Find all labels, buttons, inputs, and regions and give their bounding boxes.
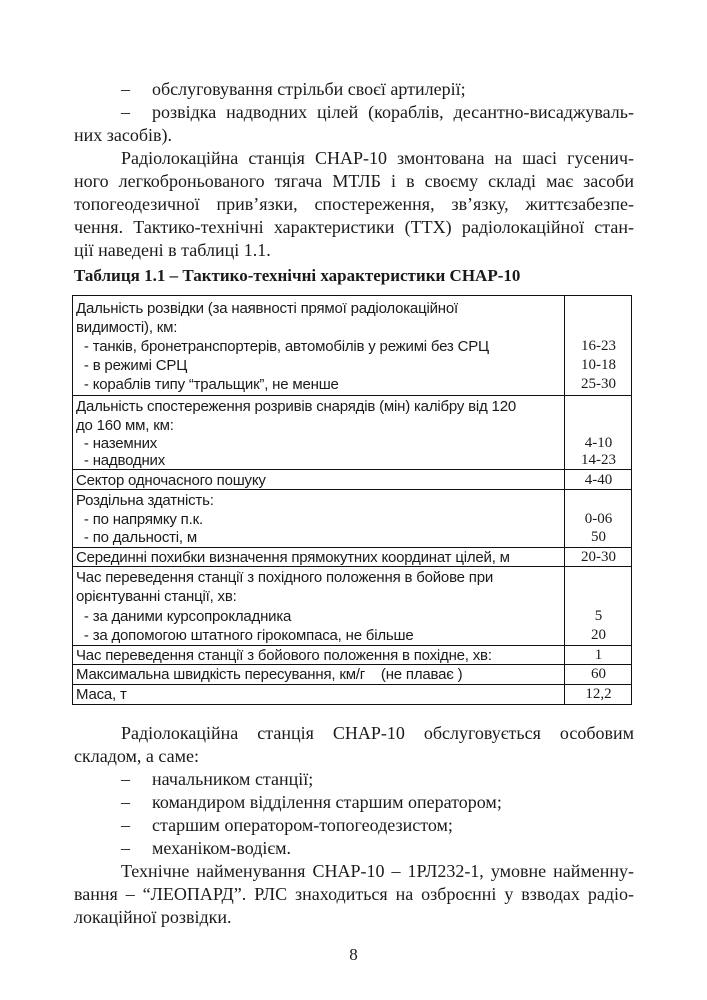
ttx-table [72, 295, 632, 705]
table-cell-label: - танків, бронетранспортерів, автомобілів у режимі без СРЦ [76, 338, 489, 355]
table-cell-label: Маса, т [76, 686, 127, 703]
bullet-item: начальником станції; [152, 769, 314, 789]
table-cell-label: Максимальна швидкість пересування, км/г (не плаває ) [76, 666, 463, 683]
table-cell-label: Дальність розвідки (за наявності прямої радіолокаційної [76, 300, 458, 317]
paragraph-line: складом, а саме: [74, 746, 199, 766]
table-cell-value: 16-23 [581, 338, 616, 354]
table-cell-label: Серединні похибки визначення прямокутних координат цілей, м [76, 549, 510, 566]
paragraph-line: Радіолокаційна станція СНАР-10 обслуговується особовим [121, 723, 634, 743]
bullet-item: розвідка надводних цілей (кораблів, десантно-висаджуваль- [152, 102, 634, 122]
table-cell-label: - в режимі СРЦ [76, 357, 188, 374]
paragraph-line: ного легкоброньованого тягача МТЛБ і в своєму складі має засоби [74, 171, 634, 191]
table-cell-value: 12,2 [585, 686, 612, 702]
table-cell-label: орієнтуванні станції, хв: [76, 588, 237, 605]
dash-marker: – [121, 792, 130, 812]
table-cell-value: 4-10 [584, 435, 613, 451]
bullet-item: командиром відділення старшим оператором; [152, 792, 502, 812]
dash-marker: – [121, 815, 130, 835]
dash-marker: – [121, 838, 130, 858]
table-cell-label: Дальність спостереження розривів снарядів (мін) калібру від 120 [76, 398, 516, 415]
bullet-item: старшим оператором-топогеодезистом; [152, 815, 453, 835]
table-cell-label: - по дальності, м [76, 529, 197, 546]
table-cell-value: 1 [594, 647, 603, 663]
table-cell-label: - за даними курсопрокладника [76, 608, 292, 625]
table-cell-label: Час переведення станції з похідного положення в бойове при [76, 569, 494, 586]
row-divider [73, 684, 631, 685]
table-cell-label: - по напрямку п.к. [76, 511, 203, 528]
table-cell-value: 5 [594, 608, 603, 624]
table-cell-label: Роздільна здатність: [76, 492, 214, 509]
table-cell-label: - за допомогою штатного гірокомпаса, не більше [76, 627, 414, 644]
paragraph-line: ції наведені в таблиці 1.1. [74, 240, 271, 260]
table-cell-value: 25-30 [581, 376, 616, 392]
table-cell-value: 0-06 [584, 511, 613, 527]
table-cell-value: 4-40 [584, 472, 613, 488]
table-cell-value: 50 [591, 529, 606, 545]
table-cell-label: - кораблів типу “тральщик”, не менше [76, 376, 339, 393]
page-number: 8 [349, 945, 358, 964]
table-cell-label: - наземних [76, 435, 158, 452]
table-cell-value: 10-18 [581, 357, 616, 373]
table-cell-value: 14-23 [581, 452, 616, 468]
dash-marker: – [121, 102, 130, 122]
table-cell-value: 20-30 [581, 549, 616, 565]
paragraph-line: вання – “ЛЕОПАРД”. РЛС знаходиться на озброєнні у взводах радіо- [74, 884, 634, 904]
table-cell-label: - надводних [76, 452, 166, 469]
bullet-item: обслуговування стрільби своєї артилерії; [152, 79, 466, 99]
dash-marker: – [121, 79, 130, 99]
paragraph-line: Технічне найменування СНАР-10 – 1РЛ232-1, умовне найменну- [121, 861, 634, 881]
table-cell-value: 20 [591, 627, 606, 643]
bullet-item: механіком-водієм. [152, 838, 292, 858]
paragraph-line: топогеодезичної прив’язки, спостереження, зв’язку, життєзабезпе- [74, 194, 634, 214]
paragraph-line: локаційної розвідки. [74, 907, 232, 927]
paragraph-line: Радіолокаційна станція СНАР-10 змонтована на шасі гусенич- [121, 148, 634, 168]
table-cell-label: видимості), км: [76, 319, 178, 336]
paragraph-line: чення. Тактико-технічні характеристики (ТТХ) радіолокаційної стан- [74, 217, 634, 237]
table-cell-label: до 160 мм, км: [76, 417, 174, 434]
table-cell-label: Час переведення станції з бойового положення в похідне, хв: [76, 647, 492, 664]
table-cell-value: 60 [591, 666, 606, 682]
bullet-continuation: них засобів). [74, 125, 173, 145]
dash-marker: – [121, 769, 130, 789]
table-cell-label: Сектор одночасного пошуку [76, 472, 266, 489]
table-caption: Таблиця 1.1 – Тактико-технічні характеристики СНАР-10 [74, 266, 521, 285]
